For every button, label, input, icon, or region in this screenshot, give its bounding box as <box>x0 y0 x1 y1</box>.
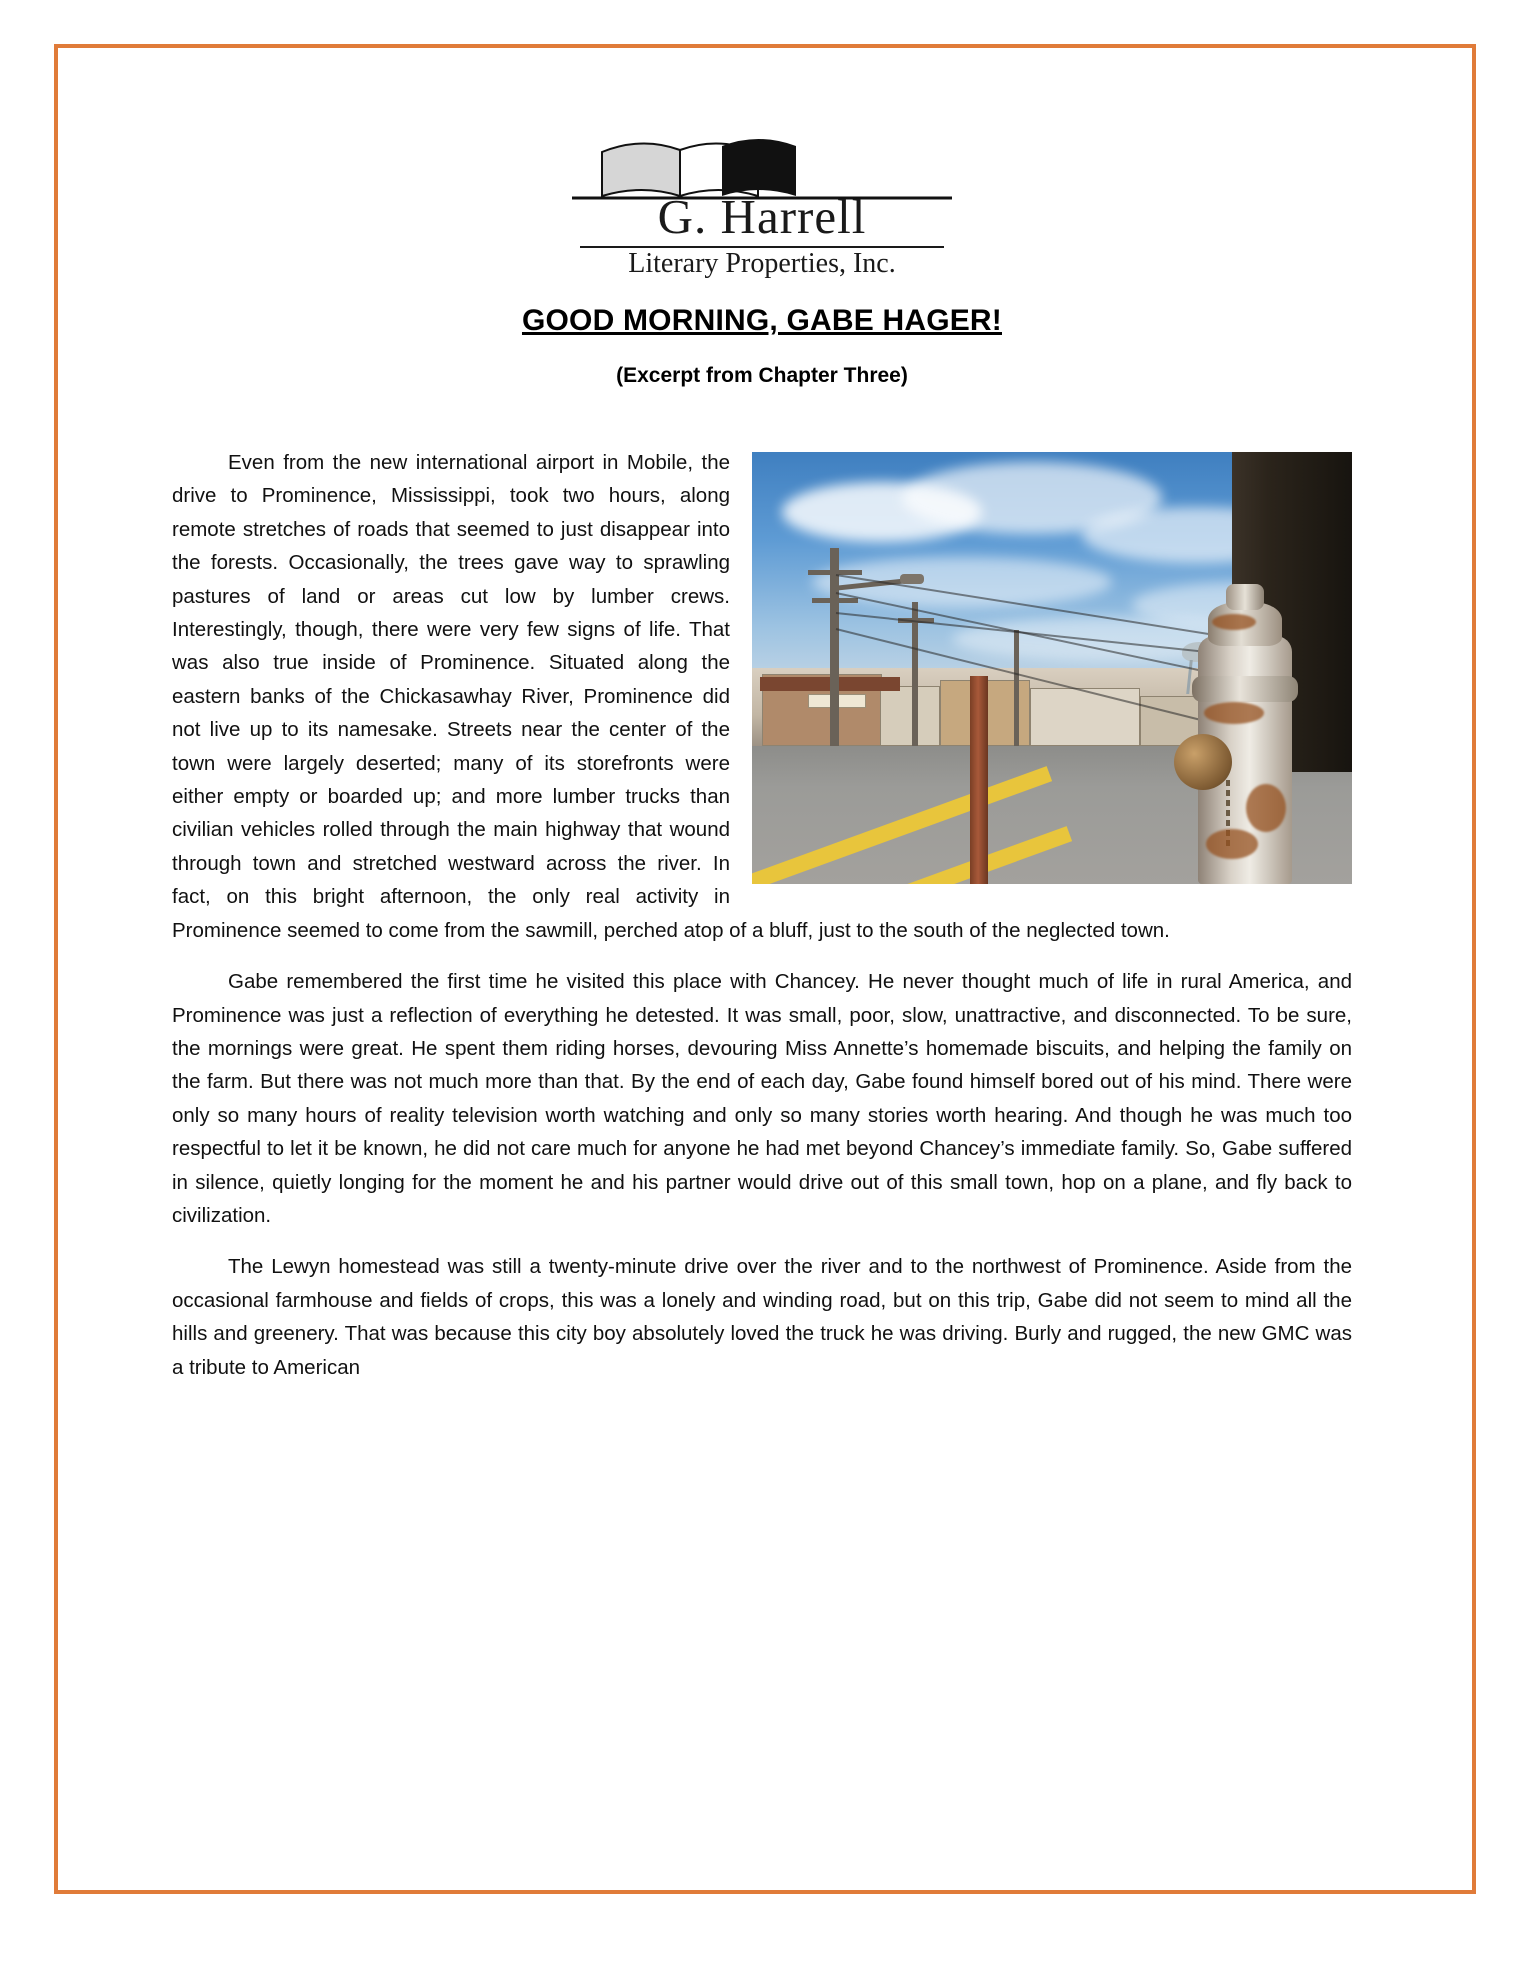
body-paragraph: Even from the new international airport in Mobile, the drive to Prominence, Mississippi, took two hours, along remote stretches of roads that seemed to just disappear into the forests. Occasionally, the trees gave way to sprawling pastures of land or areas cut low by lumber crews. Interestingly, though, there were very few signs of life. That was also true inside of Prominence. Situated along the eastern banks of the Chickasawhay River, Prominence did not live up to its namesake. Streets near the center of the town were largely deserted; many of its storefronts were either empty or boarded up; and more lumber trucks than civilian vehicles rolled through the main highway that wound through town and stretched westward across the river. In fact, on this bright afternoon, the only real activity in Prominence seemed to come from the sawmill, perched atop of a bluff, just to the south of the neglected town. <box>172 451 1170 942</box>
logo-graphic <box>572 130 952 290</box>
photo-street-scene <box>752 452 1352 884</box>
document-content <box>172 130 1352 1402</box>
logo-company-name: G. Harrell <box>657 189 867 244</box>
page-subtitle: (Excerpt from Chapter Three) <box>616 364 908 387</box>
company-logo <box>172 130 1352 290</box>
photo-fire-hydrant <box>1186 584 1304 884</box>
page-title: GOOD MORNING, GABE HAGER! <box>521 304 1002 337</box>
logo-company-subtitle: Literary Properties, Inc. <box>628 248 896 279</box>
body-paragraph: The Lewyn homestead was still a twenty-minute drive over the river and to the northwest of Prominence. Aside from the occasional farmhouse and fields of crops, this was a lonely and winding road, but on this trip, Gabe did not seem to mind all the hills and greenery. That was because this city boy absolutely loved the truck he was driving. Burly and rugged, the new GMC was a tribute to American <box>172 1255 1352 1379</box>
document-body <box>172 446 1352 1402</box>
figure-photo <box>752 452 1352 884</box>
photo-rusty-post <box>970 676 988 884</box>
body-paragraph: Gabe remembered the first time he visited this place with Chancey. He never thought much of life in rural America, and Prominence was just a reflection of everything he detested. It was small, poor, slow, unattractive, and disconnected. To be sure, the mornings were great. He spent them riding horses, devouring Miss Annette’s homemade biscuits, and helping the family on the farm. But there was not much more than that. By the end of each day, Gabe found himself bored out of his mind. There were only so many hours of reality television worth watching and only so many stories worth hearing. And though he was much too respectful to let it be known, he did not care much for anyone he had met beyond Chancey’s immediate family. So, Gabe suffered in silence, quietly longing for the moment he and his partner would drive out of this small town, hop on a plane, and fly back to civilization. <box>172 970 1352 1227</box>
photo-utility-pole <box>830 548 839 778</box>
